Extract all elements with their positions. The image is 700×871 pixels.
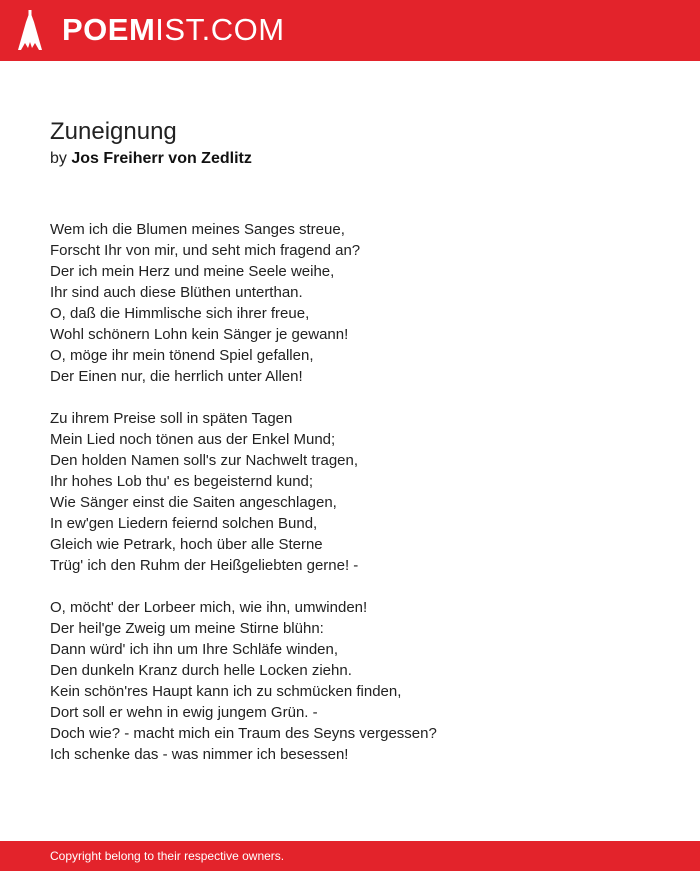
poem-line: Der ich mein Herz und meine Seele weihe, <box>50 263 335 280</box>
poem-line: Der heil'ge Zweig um meine Stirne blühn: <box>50 620 324 637</box>
poem-line: Den dunkeln Kranz durch helle Locken ziehn. <box>50 662 352 679</box>
poem-line: Dort soll er wehn in ewig jungem Grün. - <box>50 704 318 721</box>
logo-brand-light: IST.COM <box>155 12 285 47</box>
poem-line: O, daß die Himmlische sich ihrer freue, <box>50 305 310 322</box>
logo-brand-bold: POEM <box>62 12 156 47</box>
poem-line: Kein schön'res Haupt kann ich zu schmücken finden, <box>50 683 402 700</box>
poem-line: Forscht Ihr von mir, und seht mich fragend an? <box>50 242 361 259</box>
site-logo[interactable] <box>62 12 285 48</box>
poem-line: Trüg' ich den Ruhm der Heißgeliebten gerne! - <box>50 557 359 574</box>
poem-line: Doch wie? - macht mich ein Traum des Seyns vergessen? <box>50 725 437 742</box>
site-header <box>0 0 700 61</box>
poem-line: Dann würd' ich ihn um Ihre Schläfe winden, <box>50 641 339 658</box>
byline-prefix: by <box>50 150 67 167</box>
poem-line: Ihr sind auch diese Blüthen unterthan. <box>50 284 303 301</box>
poem-line: Den holden Namen soll's zur Nachwelt tragen, <box>50 452 359 469</box>
poem-line: In ew'gen Liedern feiernd solchen Bund, <box>50 515 318 532</box>
poem-line: O, möge ihr mein tönend Spiel gefallen, <box>50 347 314 364</box>
poem-line: Gleich wie Petrark, hoch über alle Sterne <box>50 536 323 553</box>
poem-line: Wie Sänger einst die Saiten angeschlagen, <box>50 494 337 511</box>
poem-byline <box>50 149 252 169</box>
poem-body <box>50 219 650 786</box>
fountain-pen-nib-icon[interactable] <box>17 10 43 52</box>
poem-line: Wem ich die Blumen meines Sanges streue, <box>50 221 345 238</box>
poem-line: Wohl schönern Lohn kein Sänger je gewann! <box>50 326 349 343</box>
poem-line: Mein Lied noch tönen aus der Enkel Mund; <box>50 431 336 448</box>
site-footer <box>0 841 700 871</box>
poem-line: Zu ihrem Preise soll in späten Tagen <box>50 410 293 427</box>
poem-line: Ihr hohes Lob thu' es begeisternd kund; <box>50 473 314 490</box>
stanza-3 <box>50 597 650 765</box>
poem-line: O, möcht' der Lorbeer mich, wie ihn, umwinden! <box>50 599 368 616</box>
copyright-notice: Copyright belong to their respective owners. <box>50 849 285 863</box>
poem-line: Ich schenke das - was nimmer ich besessen! <box>50 746 349 763</box>
stanza-1 <box>50 219 650 387</box>
poem-author: Jos Freiherr von Zedlitz <box>71 150 252 167</box>
poem-title: Zuneignung <box>50 118 177 145</box>
poem-line: Der Einen nur, die herrlich unter Allen! <box>50 368 303 385</box>
stanza-2 <box>50 408 650 576</box>
